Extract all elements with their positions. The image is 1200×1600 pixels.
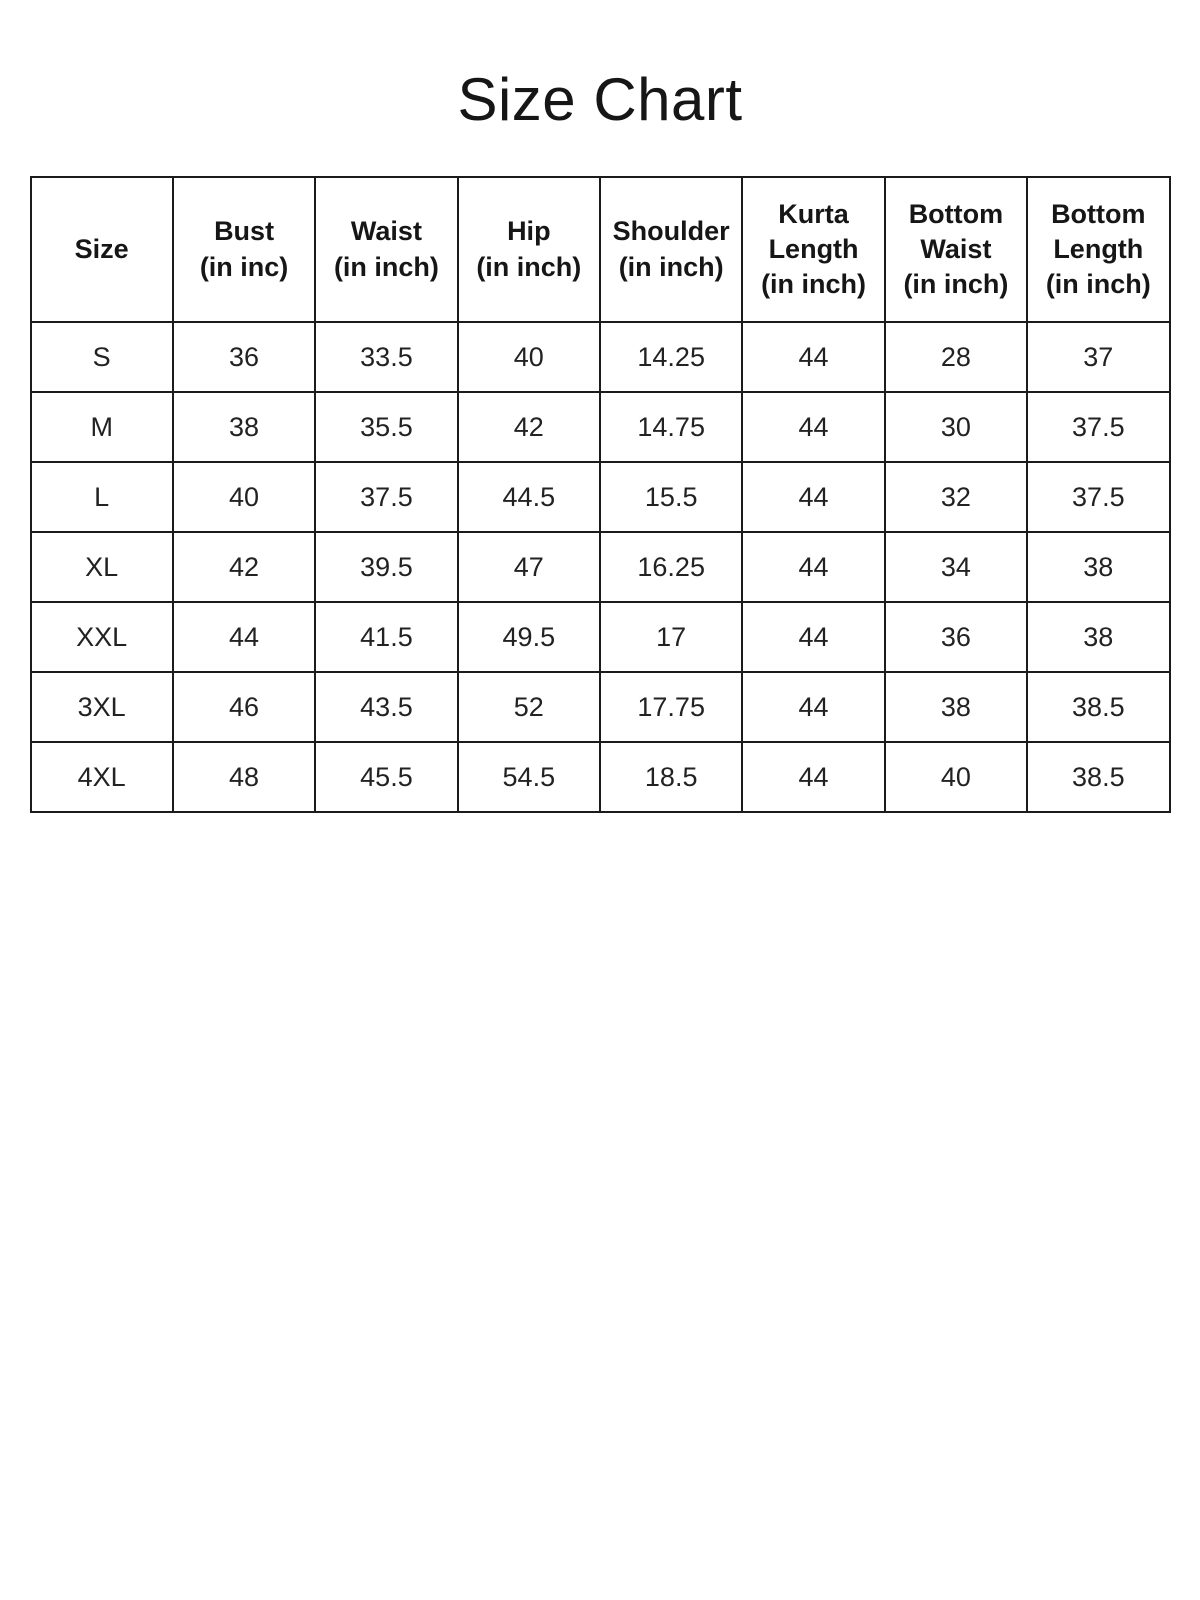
- page-title: Size Chart: [457, 66, 743, 133]
- table-cell-bust: 44: [173, 602, 315, 672]
- column-header-bust: [173, 177, 315, 322]
- column-header-shoulder: [600, 177, 742, 322]
- table-cell-waist: 41.5: [315, 602, 457, 672]
- table-cell-bust: 38: [173, 392, 315, 462]
- size-label-cell: 3XL: [31, 672, 173, 742]
- column-header-line: (in inch): [761, 269, 867, 300]
- table-cell-hip: 40: [458, 322, 600, 392]
- table-row-3xl: [31, 672, 1170, 742]
- column-header-waist: [315, 177, 457, 322]
- column-header-line: Kurta: [778, 198, 849, 229]
- table-cell-waist: 43.5: [315, 672, 457, 742]
- table-row-s: [31, 322, 1170, 392]
- table-cell-kurta-length: 44: [742, 322, 884, 392]
- table-cell-bust: 48: [173, 742, 315, 812]
- table-cell-bust: 36: [173, 322, 315, 392]
- size-label-cell: XL: [31, 532, 173, 602]
- table-cell-bottom-waist: 36: [885, 602, 1027, 672]
- column-header-line: Bottom: [1051, 198, 1146, 229]
- column-header-line: (in inc): [199, 251, 289, 282]
- table-row-xxl: [31, 602, 1170, 672]
- table-cell-bottom-waist: 40: [885, 742, 1027, 812]
- table-cell-hip: 52: [458, 672, 600, 742]
- table-cell-bottom-length: 37: [1027, 322, 1169, 392]
- table-row-l: [31, 462, 1170, 532]
- column-header-line: Length: [1053, 233, 1144, 264]
- table-cell-bust: 40: [173, 462, 315, 532]
- table-cell-bottom-waist: 32: [885, 462, 1027, 532]
- table-cell-bust: 42: [173, 532, 315, 602]
- column-header-hip: [458, 177, 600, 322]
- table-header: [31, 177, 1170, 322]
- column-header-line: Size: [74, 233, 129, 264]
- column-header-line: Length: [768, 233, 859, 264]
- table-row-xl: [31, 532, 1170, 602]
- table-cell-kurta-length: 44: [742, 392, 884, 462]
- column-header-line: Shoulder: [612, 216, 730, 247]
- table-cell-shoulder: 18.5: [600, 742, 742, 812]
- column-header-line: (in inch): [903, 269, 1009, 300]
- column-header-bottom-waist: [885, 177, 1027, 322]
- column-header-size: [31, 177, 173, 322]
- table-cell-shoulder: 17.75: [600, 672, 742, 742]
- column-header-kurta-length: [742, 177, 884, 322]
- table-cell-waist: 35.5: [315, 392, 457, 462]
- table-cell-kurta-length: 44: [742, 742, 884, 812]
- table-cell-hip: 44.5: [458, 462, 600, 532]
- table-cell-waist: 37.5: [315, 462, 457, 532]
- table-cell-shoulder: 14.25: [600, 322, 742, 392]
- table-row-m: [31, 392, 1170, 462]
- table-cell-bottom-length: 38: [1027, 602, 1169, 672]
- table-cell-bottom-length: 37.5: [1027, 392, 1169, 462]
- column-header-line: (in inch): [618, 251, 724, 282]
- table-cell-shoulder: 17: [600, 602, 742, 672]
- table-cell-waist: 45.5: [315, 742, 457, 812]
- column-header-line: (in inch): [476, 251, 582, 282]
- size-chart-table: [30, 176, 1171, 813]
- size-label-cell: M: [31, 392, 173, 462]
- table-cell-bottom-length: 37.5: [1027, 462, 1169, 532]
- table-cell-bottom-waist: 38: [885, 672, 1027, 742]
- table-cell-hip: 47: [458, 532, 600, 602]
- column-header-bottom-length: [1027, 177, 1169, 322]
- column-header-line: (in inch): [1045, 269, 1151, 300]
- column-header-line: Waist: [350, 216, 422, 247]
- table-cell-hip: 54.5: [458, 742, 600, 812]
- table-cell-waist: 33.5: [315, 322, 457, 392]
- table-cell-hip: 42: [458, 392, 600, 462]
- size-label-cell: L: [31, 462, 173, 532]
- column-header-line: Hip: [507, 216, 551, 247]
- table-cell-bottom-waist: 34: [885, 532, 1027, 602]
- table-cell-shoulder: 15.5: [600, 462, 742, 532]
- table-cell-bottom-waist: 30: [885, 392, 1027, 462]
- column-header-line: (in inch): [333, 251, 439, 282]
- table-cell-shoulder: 14.75: [600, 392, 742, 462]
- size-label-cell: 4XL: [31, 742, 173, 812]
- column-header-line: Bust: [214, 216, 275, 247]
- column-header-line: Waist: [920, 233, 992, 264]
- table-cell-kurta-length: 44: [742, 462, 884, 532]
- table-cell-shoulder: 16.25: [600, 532, 742, 602]
- table-cell-bottom-length: 38.5: [1027, 672, 1169, 742]
- table-cell-waist: 39.5: [315, 532, 457, 602]
- size-label-cell: S: [31, 322, 173, 392]
- size-label-cell: XXL: [31, 602, 173, 672]
- table-cell-kurta-length: 44: [742, 602, 884, 672]
- table-body: [31, 322, 1170, 812]
- column-header-line: Bottom: [908, 198, 1004, 229]
- table-cell-kurta-length: 44: [742, 532, 884, 602]
- table-cell-bottom-waist: 28: [885, 322, 1027, 392]
- table-cell-hip: 49.5: [458, 602, 600, 672]
- table-cell-bottom-length: 38: [1027, 532, 1169, 602]
- table-header-row: [31, 177, 1170, 322]
- table-cell-bust: 46: [173, 672, 315, 742]
- table-cell-kurta-length: 44: [742, 672, 884, 742]
- table-row-4xl: [31, 742, 1170, 812]
- table-cell-bottom-length: 38.5: [1027, 742, 1169, 812]
